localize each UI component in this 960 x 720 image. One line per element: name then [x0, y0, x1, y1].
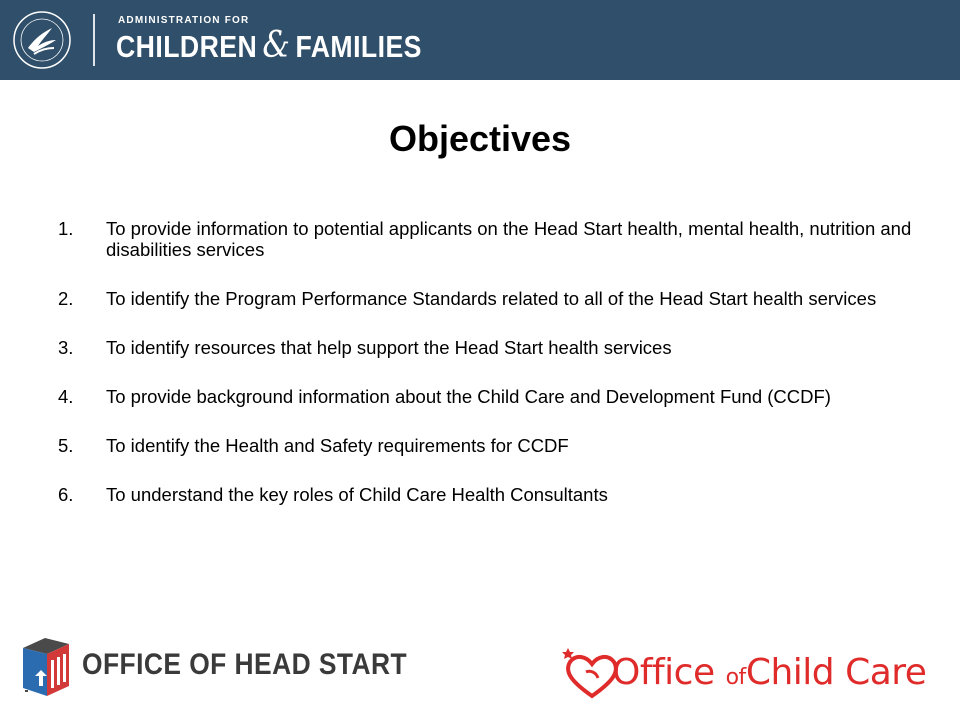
objective-number: 5.: [58, 435, 74, 456]
objective-text: To provide background information about the Child Care and Development Fund (CCDF): [106, 386, 831, 407]
objective-text: To identify the Health and Safety requirements for CCDF: [106, 435, 569, 456]
office-of-child-care-label: [612, 652, 926, 693]
objective-number: 1.: [58, 218, 74, 239]
occ-child-care: Child Care: [745, 652, 927, 693]
occ-of: of: [725, 665, 746, 690]
agency-children: CHILDREN: [116, 29, 258, 64]
hhs-seal-icon: [12, 10, 72, 70]
head-start-blocks-icon: [18, 630, 80, 700]
header-divider: [93, 14, 95, 66]
objective-item: [58, 288, 918, 309]
objective-text: To identify the Program Performance Standards related to all of the Head Start health services: [106, 288, 877, 309]
objective-text: To understand the key roles of Child Care Health Consultants: [106, 484, 608, 505]
objective-text: To provide information to potential applicants on the Head Start health, mental health, nutrition and disabilities services: [106, 218, 912, 260]
occ-office: Office: [612, 652, 715, 693]
objective-text: To identify resources that help support the Head Start health services: [106, 337, 672, 358]
objective-number: 2.: [58, 288, 74, 309]
objectives-list: [58, 218, 918, 533]
objective-item: [58, 337, 918, 358]
agency-name-small: ADMINISTRATION FOR: [118, 15, 250, 26]
objective-item: [58, 218, 918, 260]
agency-families: FAMILIES: [295, 29, 422, 64]
objective-item: [58, 386, 918, 407]
objective-number: 3.: [58, 337, 74, 358]
agency-ampersand: &: [262, 25, 291, 66]
objective-item: [58, 435, 918, 456]
agency-header: [0, 0, 960, 80]
slide-title: Objectives: [388, 118, 572, 159]
office-of-head-start-label: OFFICE OF HEAD START: [82, 648, 408, 681]
objective-item: [58, 484, 918, 505]
agency-name: [116, 25, 422, 66]
objective-number: 4.: [58, 386, 74, 407]
objective-number: 6.: [58, 484, 74, 505]
